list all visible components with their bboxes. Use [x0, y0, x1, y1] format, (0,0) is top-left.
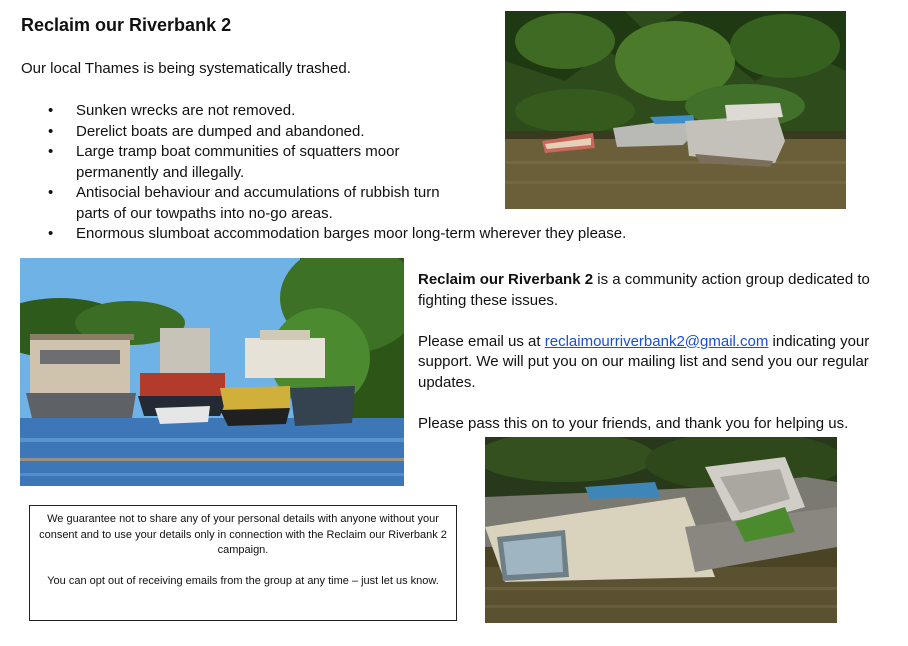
- page-title: Reclaim our Riverbank 2: [21, 15, 232, 35]
- list-item: • Sunken wrecks are not removed.: [21, 101, 626, 122]
- closing-paragraph: Please pass this on to your friends, and thank you for helping us.: [418, 414, 849, 432]
- about-paragraph: [418, 270, 898, 311]
- group-name: Reclaim our Riverbank 2: [418, 271, 594, 288]
- contact-paragraph: [418, 332, 898, 394]
- list-item: • Antisocial behaviour and accumulations of rubbish turn parts of our towpaths into no-go areas.: [21, 183, 471, 224]
- contact-prefix: Please email us at: [418, 332, 545, 350]
- list-item: • Derelict boats are dumped and abandoned.: [21, 122, 626, 143]
- photo-houseboats: [20, 258, 404, 486]
- email-link[interactable]: reclaimourriverbank2@gmail.com: [544, 332, 769, 350]
- intro-text: Our local Thames is being systematically trashed.: [21, 60, 351, 77]
- about-description: is a community action group dedicated to fighting these issues.: [418, 271, 870, 309]
- contact-suffix: indicating your support. We will put you on our mailing list and send you our regular updates.: [418, 332, 870, 391]
- list-item: • Enormous slumboat accommodation barges moor long-term wherever they please.: [21, 224, 626, 245]
- photo-sunken-wreck: [485, 437, 837, 623]
- privacy-notice-box: [29, 505, 457, 621]
- opt-out-statement: You can opt out of receiving emails from the group at any time – just let us know.: [47, 575, 439, 587]
- privacy-statement: We guarantee not to share any of your personal details with anyone without your consent and to use your details only in connection with the Reclaim our Riverbank 2 campaign.: [39, 513, 447, 556]
- list-item: • Large tramp boat communities of squatters moor permanently and illegally.: [21, 142, 471, 183]
- info-panel: [418, 270, 898, 455]
- photo-abandoned-boats: [505, 11, 846, 209]
